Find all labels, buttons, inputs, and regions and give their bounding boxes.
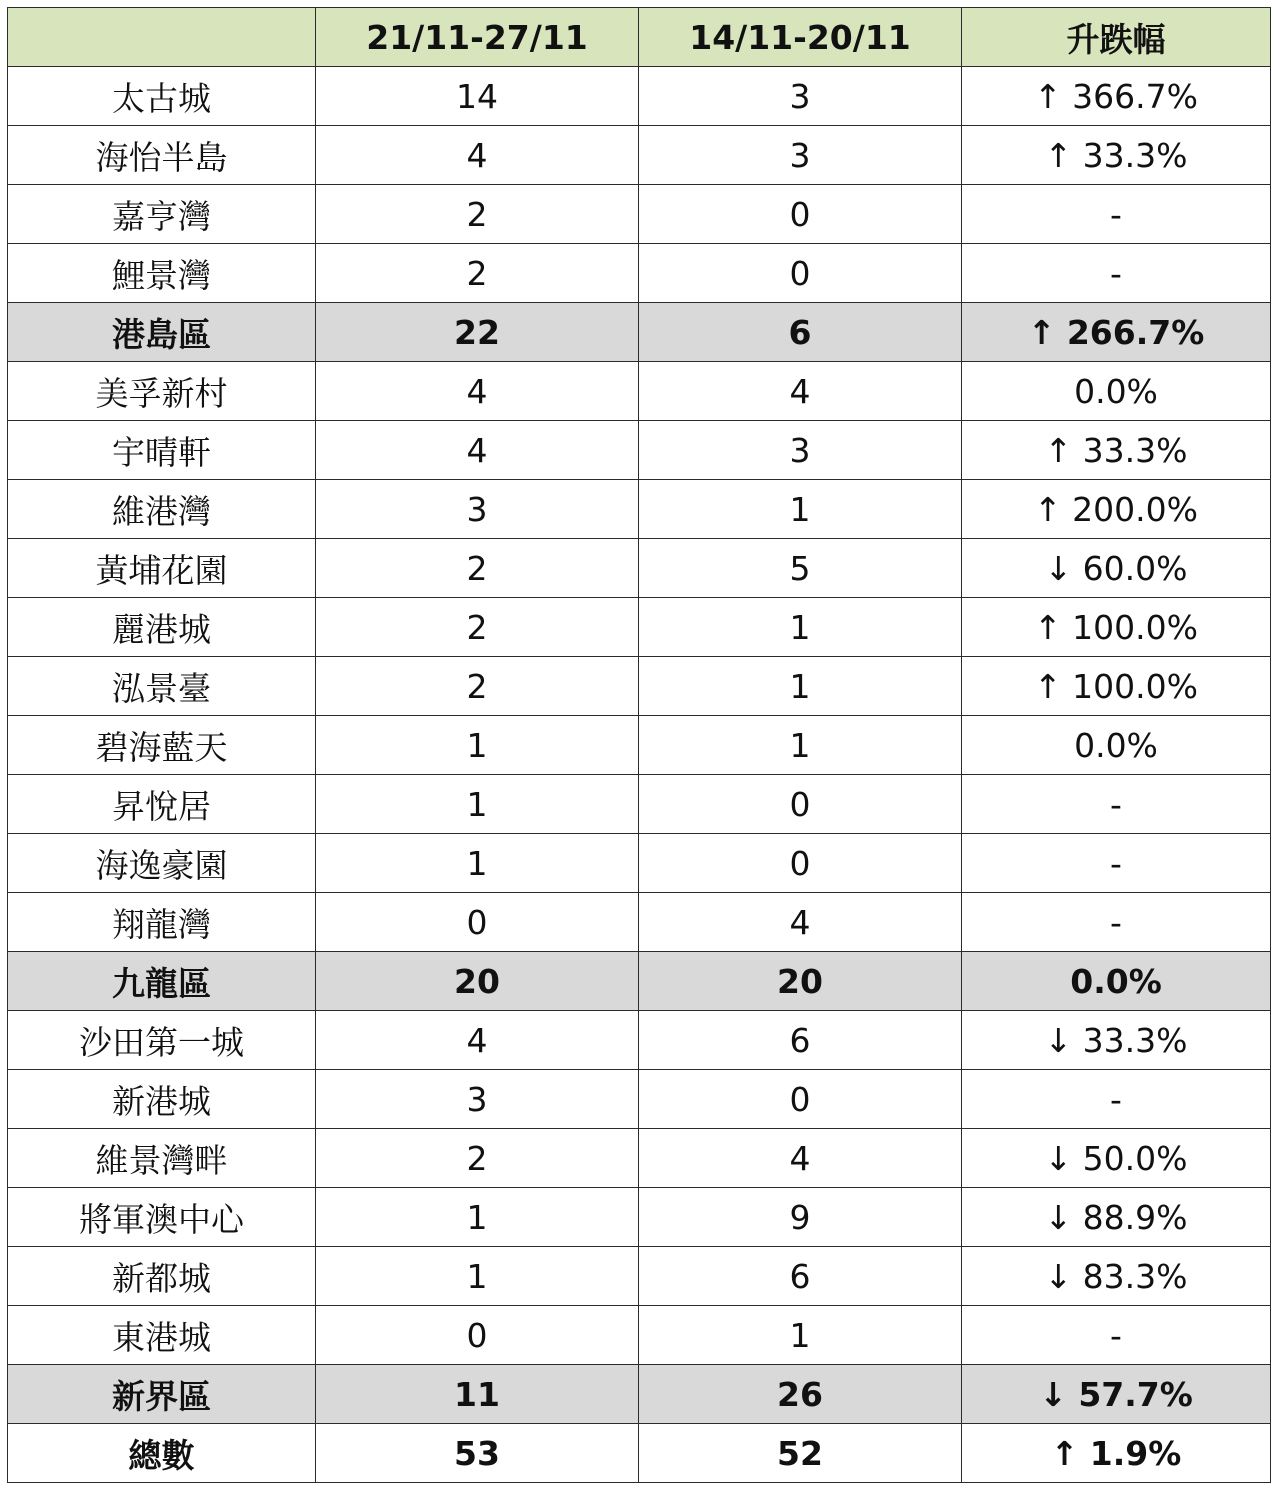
table-row: [8, 362, 1271, 421]
estate-name-cell: 碧海藍天: [8, 716, 316, 775]
previous-week-cell: 4: [639, 362, 962, 421]
table-row: [8, 1247, 1271, 1306]
previous-week-cell: 1: [639, 716, 962, 775]
previous-week-cell: 3: [639, 421, 962, 480]
current-week-cell: 1: [316, 1247, 639, 1306]
current-week-cell: 4: [316, 421, 639, 480]
current-week-cell: 20: [316, 952, 639, 1011]
table-row: [8, 480, 1271, 539]
previous-week-cell: 6: [639, 1247, 962, 1306]
previous-week-cell: 1: [639, 480, 962, 539]
current-week-cell: 2: [316, 539, 639, 598]
previous-week-cell: 0: [639, 834, 962, 893]
estate-name-cell: 維港灣: [8, 480, 316, 539]
transactions-table: [7, 7, 1271, 1483]
table-body: [8, 67, 1271, 1483]
table-row: [8, 893, 1271, 952]
total-row: [8, 1424, 1271, 1483]
header-row: [8, 8, 1271, 67]
table-row: [8, 716, 1271, 775]
change-cell: -: [962, 244, 1271, 303]
table-row: [8, 834, 1271, 893]
current-week-cell: 4: [316, 1011, 639, 1070]
change-cell: 0.0%: [962, 952, 1271, 1011]
table-row: [8, 126, 1271, 185]
estate-name-cell: 總數: [8, 1424, 316, 1483]
table-row: [8, 185, 1271, 244]
estate-name-cell: 海怡半島: [8, 126, 316, 185]
estate-name-cell: 宇晴軒: [8, 421, 316, 480]
change-cell: -: [962, 775, 1271, 834]
change-cell: -: [962, 185, 1271, 244]
previous-week-cell: 4: [639, 893, 962, 952]
change-cell: 0.0%: [962, 362, 1271, 421]
header-current-week: 21/11-27/11: [316, 8, 639, 67]
change-cell: ↑ 33.3%: [962, 421, 1271, 480]
current-week-cell: 4: [316, 362, 639, 421]
estate-name-cell: 海逸豪園: [8, 834, 316, 893]
current-week-cell: 14: [316, 67, 639, 126]
current-week-cell: 1: [316, 1188, 639, 1247]
estate-name-cell: 將軍澳中心: [8, 1188, 316, 1247]
change-cell: ↓ 88.9%: [962, 1188, 1271, 1247]
table-row: [8, 244, 1271, 303]
table-row: [8, 598, 1271, 657]
table-row: [8, 657, 1271, 716]
estate-name-cell: 美孚新村: [8, 362, 316, 421]
estate-name-cell: 新港城: [8, 1070, 316, 1129]
current-week-cell: 11: [316, 1365, 639, 1424]
previous-week-cell: 0: [639, 775, 962, 834]
previous-week-cell: 6: [639, 303, 962, 362]
estate-name-cell: 東港城: [8, 1306, 316, 1365]
table-row: [8, 1306, 1271, 1365]
estate-name-cell: 新都城: [8, 1247, 316, 1306]
previous-week-cell: 9: [639, 1188, 962, 1247]
change-cell: ↑ 1.9%: [962, 1424, 1271, 1483]
table-row: [8, 1070, 1271, 1129]
current-week-cell: 4: [316, 126, 639, 185]
table-row: [8, 421, 1271, 480]
previous-week-cell: 3: [639, 126, 962, 185]
change-cell: ↓ 57.7%: [962, 1365, 1271, 1424]
subtotal-row: [8, 952, 1271, 1011]
header-previous-week: 14/11-20/11: [639, 8, 962, 67]
previous-week-cell: 1: [639, 657, 962, 716]
current-week-cell: 3: [316, 480, 639, 539]
previous-week-cell: 1: [639, 598, 962, 657]
subtotal-row: [8, 1365, 1271, 1424]
estate-name-cell: 黃埔花園: [8, 539, 316, 598]
current-week-cell: 1: [316, 716, 639, 775]
estate-name-cell: 翔龍灣: [8, 893, 316, 952]
header-change: 升跌幅: [962, 8, 1271, 67]
table-row: [8, 775, 1271, 834]
current-week-cell: 0: [316, 893, 639, 952]
estate-name-cell: 麗港城: [8, 598, 316, 657]
estate-name-cell: 新界區: [8, 1365, 316, 1424]
previous-week-cell: 0: [639, 244, 962, 303]
change-cell: ↑ 366.7%: [962, 67, 1271, 126]
change-cell: 0.0%: [962, 716, 1271, 775]
estate-name-cell: 九龍區: [8, 952, 316, 1011]
current-week-cell: 3: [316, 1070, 639, 1129]
estate-name-cell: 嘉亨灣: [8, 185, 316, 244]
current-week-cell: 22: [316, 303, 639, 362]
estate-name-cell: 維景灣畔: [8, 1129, 316, 1188]
subtotal-row: [8, 303, 1271, 362]
current-week-cell: 1: [316, 775, 639, 834]
change-cell: ↑ 266.7%: [962, 303, 1271, 362]
previous-week-cell: 4: [639, 1129, 962, 1188]
change-cell: ↓ 60.0%: [962, 539, 1271, 598]
change-cell: -: [962, 1070, 1271, 1129]
header-estate: [8, 8, 316, 67]
current-week-cell: 0: [316, 1306, 639, 1365]
previous-week-cell: 0: [639, 185, 962, 244]
change-cell: ↓ 50.0%: [962, 1129, 1271, 1188]
current-week-cell: 2: [316, 1129, 639, 1188]
current-week-cell: 2: [316, 657, 639, 716]
previous-week-cell: 3: [639, 67, 962, 126]
previous-week-cell: 6: [639, 1011, 962, 1070]
previous-week-cell: 1: [639, 1306, 962, 1365]
table-row: [8, 1129, 1271, 1188]
table-row: [8, 1188, 1271, 1247]
change-cell: ↑ 33.3%: [962, 126, 1271, 185]
estate-name-cell: 港島區: [8, 303, 316, 362]
change-cell: ↓ 33.3%: [962, 1011, 1271, 1070]
current-week-cell: 2: [316, 598, 639, 657]
current-week-cell: 53: [316, 1424, 639, 1483]
previous-week-cell: 0: [639, 1070, 962, 1129]
change-cell: -: [962, 1306, 1271, 1365]
change-cell: ↑ 100.0%: [962, 598, 1271, 657]
previous-week-cell: 26: [639, 1365, 962, 1424]
previous-week-cell: 5: [639, 539, 962, 598]
change-cell: -: [962, 893, 1271, 952]
change-cell: -: [962, 834, 1271, 893]
table-row: [8, 539, 1271, 598]
current-week-cell: 2: [316, 244, 639, 303]
current-week-cell: 2: [316, 185, 639, 244]
estate-name-cell: 泓景臺: [8, 657, 316, 716]
estate-name-cell: 鯉景灣: [8, 244, 316, 303]
table-row: [8, 67, 1271, 126]
previous-week-cell: 20: [639, 952, 962, 1011]
estate-name-cell: 沙田第一城: [8, 1011, 316, 1070]
estate-name-cell: 昇悅居: [8, 775, 316, 834]
table-row: [8, 1011, 1271, 1070]
change-cell: ↑ 200.0%: [962, 480, 1271, 539]
current-week-cell: 1: [316, 834, 639, 893]
change-cell: ↓ 83.3%: [962, 1247, 1271, 1306]
previous-week-cell: 52: [639, 1424, 962, 1483]
estate-name-cell: 太古城: [8, 67, 316, 126]
table-header: [8, 8, 1271, 67]
change-cell: ↑ 100.0%: [962, 657, 1271, 716]
